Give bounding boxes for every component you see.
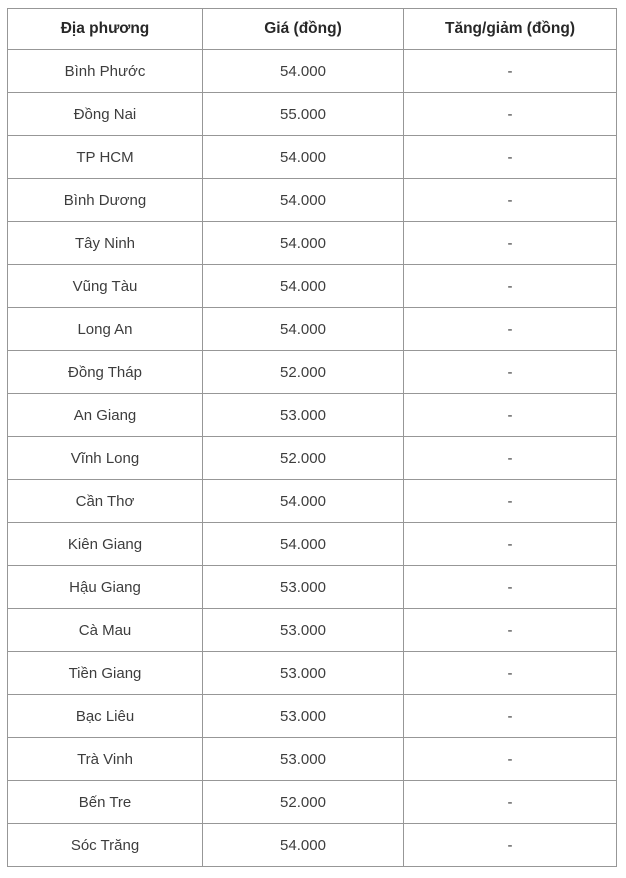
change-cell: - [404, 394, 617, 437]
table-row [8, 609, 617, 652]
province-cell: Trà Vinh [8, 738, 203, 781]
change-cell: - [404, 265, 617, 308]
price-cell: 52.000 [203, 781, 404, 824]
change-cell: - [404, 351, 617, 394]
price-cell: 54.000 [203, 136, 404, 179]
province-cell: Bình Dương [8, 179, 203, 222]
province-cell: Bến Tre [8, 781, 203, 824]
table-row [8, 695, 617, 738]
table-row [8, 351, 617, 394]
table-row [8, 308, 617, 351]
change-cell: - [404, 824, 617, 867]
province-cell: Cần Thơ [8, 480, 203, 523]
price-cell: 53.000 [203, 609, 404, 652]
table-row [8, 480, 617, 523]
price-cell: 54.000 [203, 523, 404, 566]
price-cell: 54.000 [203, 265, 404, 308]
table-row [8, 781, 617, 824]
province-cell: Sóc Trăng [8, 824, 203, 867]
price-cell: 52.000 [203, 351, 404, 394]
price-cell: 53.000 [203, 695, 404, 738]
table-row [8, 824, 617, 867]
table-row [8, 136, 617, 179]
price-cell: 54.000 [203, 50, 404, 93]
province-cell: Hậu Giang [8, 566, 203, 609]
change-cell: - [404, 437, 617, 480]
table-row [8, 652, 617, 695]
table-row [8, 738, 617, 781]
change-cell: - [404, 738, 617, 781]
price-cell: 53.000 [203, 394, 404, 437]
price-cell: 54.000 [203, 179, 404, 222]
table-row [8, 566, 617, 609]
price-cell: 52.000 [203, 437, 404, 480]
province-cell: TP HCM [8, 136, 203, 179]
change-cell: - [404, 566, 617, 609]
table-row [8, 179, 617, 222]
table-row [8, 265, 617, 308]
table-row [8, 437, 617, 480]
price-cell: 54.000 [203, 480, 404, 523]
province-cell: Tây Ninh [8, 222, 203, 265]
province-cell: Bạc Liêu [8, 695, 203, 738]
change-cell: - [404, 136, 617, 179]
change-cell: - [404, 781, 617, 824]
table-body [8, 50, 617, 867]
table-row [8, 222, 617, 265]
table-row [8, 93, 617, 136]
header-change: Tăng/giảm (đồng) [404, 9, 617, 50]
price-cell: 54.000 [203, 824, 404, 867]
province-price-table [7, 8, 617, 867]
change-cell: - [404, 308, 617, 351]
change-cell: - [404, 523, 617, 566]
change-cell: - [404, 50, 617, 93]
price-cell: 53.000 [203, 566, 404, 609]
change-cell: - [404, 695, 617, 738]
change-cell: - [404, 609, 617, 652]
province-cell: Long An [8, 308, 203, 351]
province-cell: Kiên Giang [8, 523, 203, 566]
change-cell: - [404, 652, 617, 695]
price-cell: 53.000 [203, 652, 404, 695]
price-cell: 54.000 [203, 308, 404, 351]
province-cell: An Giang [8, 394, 203, 437]
province-cell: Cà Mau [8, 609, 203, 652]
change-cell: - [404, 179, 617, 222]
province-cell: Vĩnh Long [8, 437, 203, 480]
table-row [8, 50, 617, 93]
header-price: Giá (đồng) [203, 9, 404, 50]
price-cell: 54.000 [203, 222, 404, 265]
province-cell: Tiền Giang [8, 652, 203, 695]
price-cell: 55.000 [203, 93, 404, 136]
header-province: Địa phương [8, 9, 203, 50]
change-cell: - [404, 222, 617, 265]
table-header-row [8, 9, 617, 50]
table-row [8, 523, 617, 566]
province-cell: Vũng Tàu [8, 265, 203, 308]
province-cell: Đồng Nai [8, 93, 203, 136]
province-cell: Đồng Tháp [8, 351, 203, 394]
province-cell: Bình Phước [8, 50, 203, 93]
table-row [8, 394, 617, 437]
change-cell: - [404, 480, 617, 523]
price-cell: 53.000 [203, 738, 404, 781]
change-cell: - [404, 93, 617, 136]
